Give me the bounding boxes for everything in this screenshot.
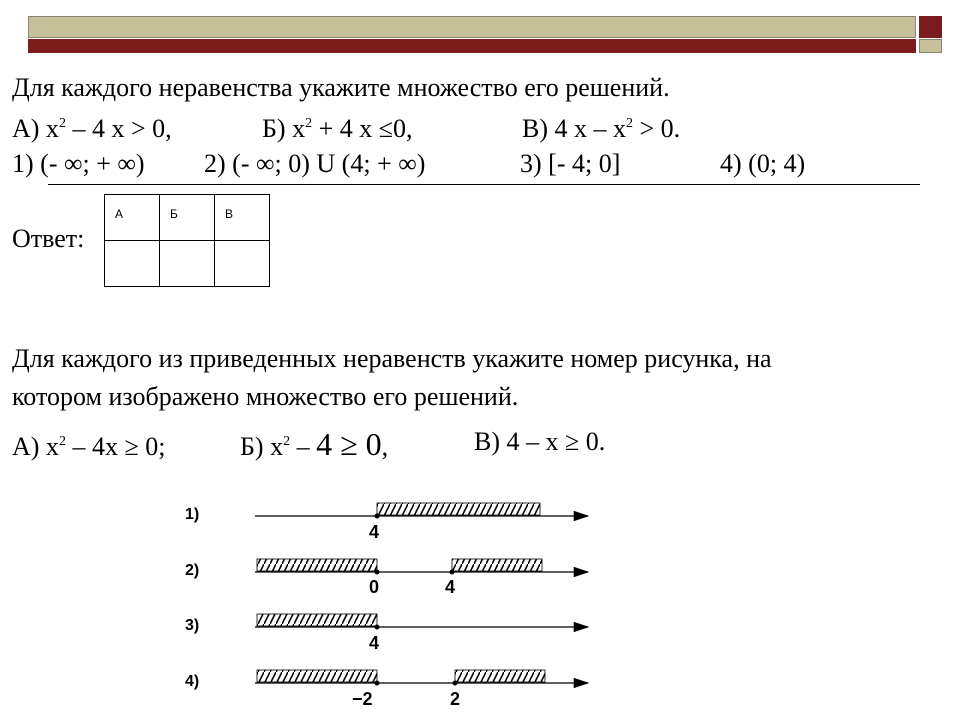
option-2: 2) (- ∞; 0) U (4; + ∞) — [204, 149, 426, 178]
answer-header-c: В — [215, 195, 270, 241]
figure-2-point-4: 4 — [445, 577, 456, 597]
option-1: 1) (- ∞; + ∞) — [12, 149, 145, 178]
option-3: 3) [- 4; 0] — [520, 149, 621, 178]
task1-ineq-a: А) $х^2 - 4$ х > 0, — [12, 114, 172, 143]
figure-4-point-2: 2 — [450, 689, 461, 709]
figure-3-point-4: 4 — [369, 633, 380, 653]
task1-instruction: Для каждого неравенства укажите множество его решений. — [12, 73, 670, 102]
answer-header-b: Б — [160, 195, 215, 241]
task1-ineq-b: Б) $х^2 + 4$ х ≤0, — [262, 114, 413, 143]
task2-ineq-b: Б) $х^2 - 4 \ge 0$, — [240, 426, 389, 462]
answer-label: Ответ: — [12, 224, 85, 253]
number-line-3 — [255, 614, 588, 630]
figure-4-point-neg2: −2 — [352, 689, 373, 709]
number-line-4 — [255, 670, 588, 686]
task2-instruction-line2: котором изображено множество его решений. — [12, 382, 519, 411]
figure-2-label: 2) — [185, 562, 200, 579]
figure-2-point-0: 0 — [369, 577, 380, 597]
task1-ineq-c: В) 4 $х - х^2 > 0$. — [522, 114, 681, 143]
task2-ineq-c: В) 4 – х ≥ 0. — [474, 427, 606, 456]
number-line-2 — [255, 559, 588, 575]
figure-3-label: 3) — [185, 617, 200, 634]
answer-header-a: А — [105, 195, 160, 241]
figure-1-point-4: 4 — [369, 522, 380, 542]
number-line-1 — [255, 503, 588, 519]
figure-1-label: 1) — [185, 506, 200, 523]
task2-ineq-a: А) $х^2 - 4х \ge 0$; — [12, 432, 166, 461]
figure-4-label: 4) — [185, 673, 200, 690]
task2-instruction-line1: Для каждого из приведенных неравенств укажите номер рисунка, на — [12, 344, 772, 373]
option-4: 4) (0; 4) — [720, 149, 806, 178]
